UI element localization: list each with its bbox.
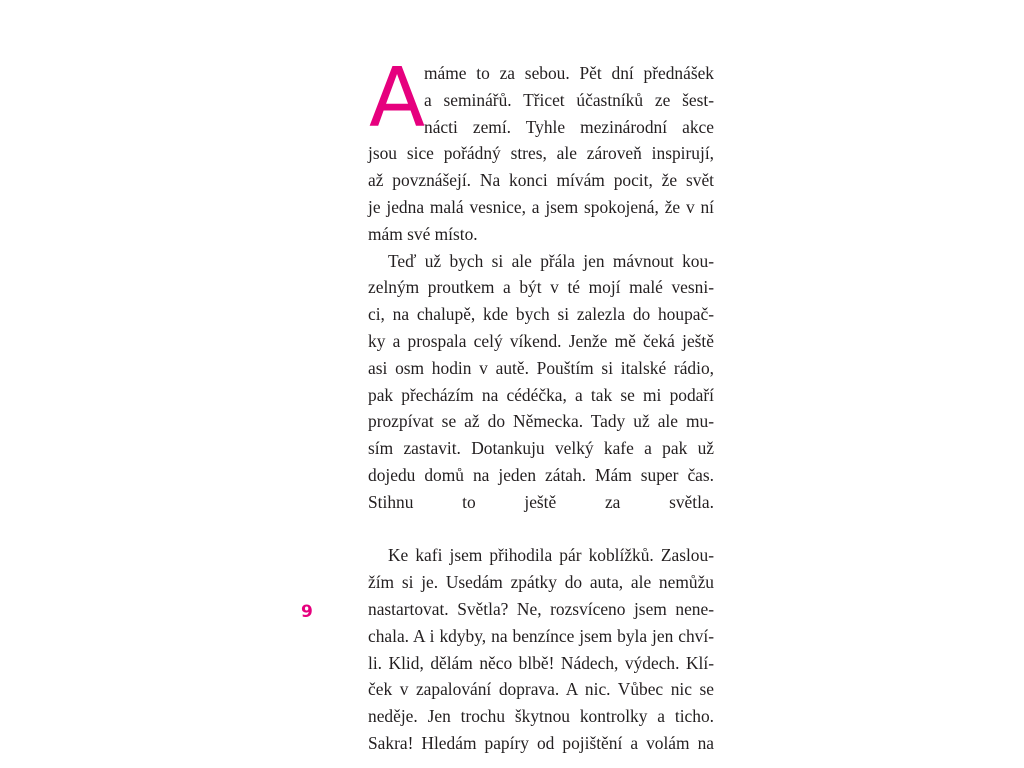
text-line: Ke kafi jsem přihodila pár koblížků. Zaslou- <box>388 545 714 566</box>
text-line: ci, na chalupě, kde bych si zalezla do houpač- <box>368 304 714 325</box>
text-line: Stihnu to ještě za světla. <box>368 491 714 512</box>
drop-cap: A <box>369 51 424 146</box>
text-line: pak přecházím na cédéčka, a tak se mi podaří <box>368 384 714 405</box>
text-line: zelným proutkem a být v té mojí malé vesni- <box>368 277 714 298</box>
text-line <box>368 516 714 543</box>
text-line: a seminářů. Třicet účastníků ze šest- <box>424 89 714 110</box>
page-number: 9 <box>301 602 313 622</box>
text-line: dojedu domů na jeden zátah. Mám super čas. <box>368 464 714 485</box>
text-line: nácti zemí. Tyhle mezinárodní akce <box>424 116 714 137</box>
text-line: ky a prospala celý víkend. Jenže mě čeká ještě <box>368 330 714 351</box>
text-line: nastartovat. Světla? Ne, rozsvíceno jsem nene- <box>368 598 714 619</box>
text-line: máme to za sebou. Pět dní přednášek <box>424 63 714 83</box>
text-line: žím si je. Usedám zpátky do auta, ale nemůžu <box>368 572 714 593</box>
body-text <box>368 51 714 757</box>
text-line: li. Klid, dělám něco blbě! Nádech, výdech. Klí- <box>368 652 714 673</box>
text-line: je jedna malá vesnice, a jsem spokojená, že v ní <box>368 196 714 217</box>
text-line: mám své místo. <box>368 223 478 244</box>
text-line: ček v zapalování doprava. A nic. Vůbec nic se <box>368 679 714 700</box>
text-line: chala. A i kdyby, na benzínce jsem byla jen chví- <box>368 625 714 646</box>
paragraph-3 <box>368 542 714 756</box>
text-line: asi osm hodin v autě. Pouštím si italské rádio, <box>368 357 714 378</box>
paragraph-2 <box>368 248 714 543</box>
text-line: Sakra! Hledám papíry od pojištění a volám na <box>368 732 714 753</box>
text-line: jsou sice pořádný stres, ale zároveň inspirují, <box>368 143 714 164</box>
text-line: prozpívat se až do Německa. Tady už ale mu- <box>368 411 714 432</box>
text-line: až povznášejí. Na konci mívám pocit, že svět <box>368 170 714 191</box>
text-line: Teď už bych si ale přála jen mávnout kou- <box>388 250 714 271</box>
text-line: sím zastavit. Dotankuju velký kafe a pak už <box>368 438 714 459</box>
text-line: neděje. Jen trochu škytnou kontrolky a ticho. <box>368 706 714 727</box>
